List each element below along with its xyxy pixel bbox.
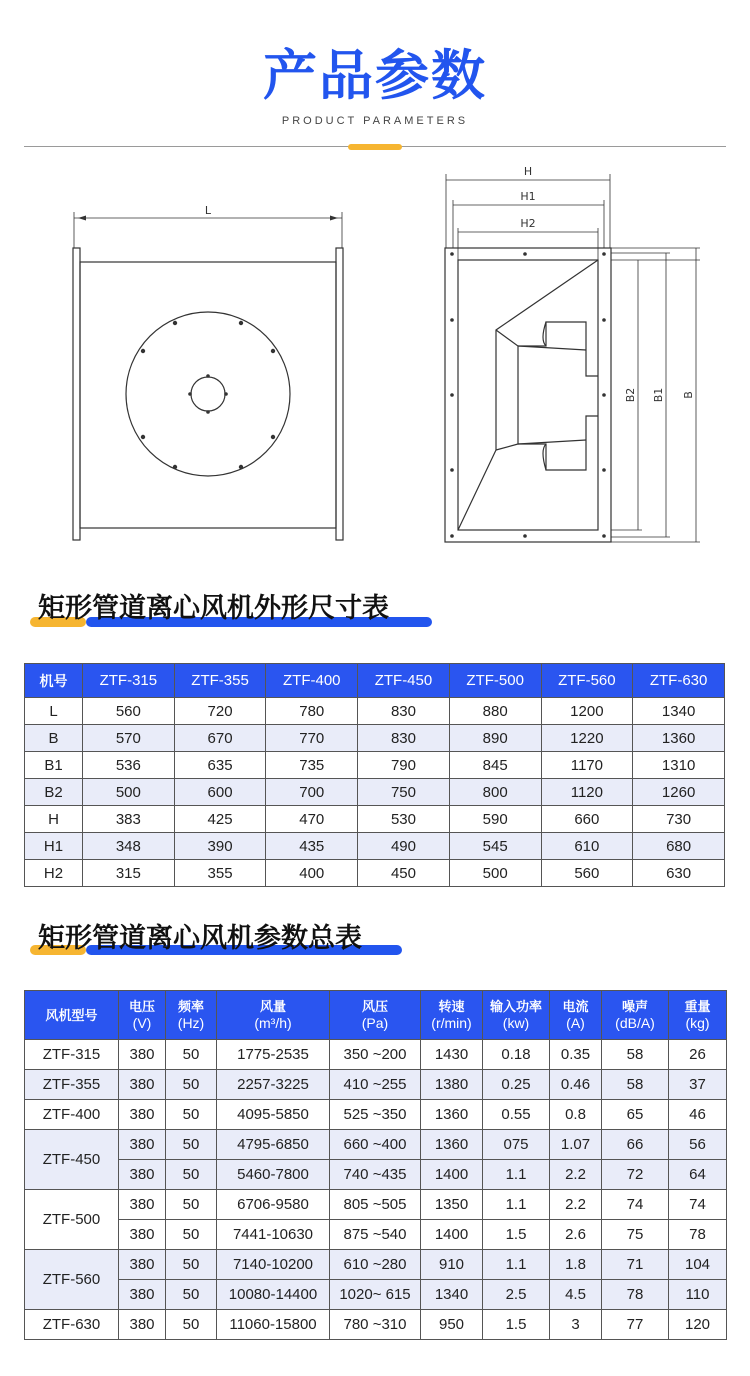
column-header: 风机型号 — [25, 991, 119, 1040]
table-cell: 4095-5850 — [217, 1100, 330, 1130]
table-cell: 730 — [633, 806, 725, 833]
table-cell: 3 — [550, 1310, 602, 1340]
table-cell: 680 — [633, 833, 725, 860]
column-header: 电压 (V) — [119, 991, 166, 1040]
table-cell: 4795-6850 — [217, 1130, 330, 1160]
table-cell: 500 — [449, 860, 541, 887]
table-row — [25, 806, 725, 833]
table-cell: 530 — [358, 806, 450, 833]
table-cell: 0.46 — [550, 1070, 602, 1100]
table-cell: 1340 — [421, 1280, 483, 1310]
table-cell: 490 — [358, 833, 450, 860]
table-cell: 50 — [166, 1220, 217, 1250]
table-cell: 380 — [119, 1130, 166, 1160]
table-cell: 1.1 — [483, 1250, 550, 1280]
table-cell: 630 — [633, 860, 725, 887]
table-cell: 120 — [669, 1310, 727, 1340]
table-cell: 74 — [669, 1190, 727, 1220]
table-cell: 670 — [174, 725, 266, 752]
table-cell: 355 — [174, 860, 266, 887]
table-cell: 50 — [166, 1190, 217, 1220]
table-cell: 1.07 — [550, 1130, 602, 1160]
table-cell: 78 — [669, 1220, 727, 1250]
table-cell: 66 — [602, 1130, 669, 1160]
table-row — [25, 833, 725, 860]
table-cell: 500 — [83, 779, 175, 806]
table-cell: 78 — [602, 1280, 669, 1310]
table-cell: 104 — [669, 1250, 727, 1280]
table-cell: 1400 — [421, 1220, 483, 1250]
table-cell: 1380 — [421, 1070, 483, 1100]
table-cell: 410 ~255 — [330, 1070, 421, 1100]
table-cell: 890 — [449, 725, 541, 752]
table-cell: 46 — [669, 1100, 727, 1130]
column-header: ZTF-500 — [449, 664, 541, 698]
table-cell: 1020~ 615 — [330, 1280, 421, 1310]
table-cell: 1400 — [421, 1160, 483, 1190]
column-header: 频率 (Hz) — [166, 991, 217, 1040]
table-cell: 37 — [669, 1070, 727, 1100]
column-header: 重量 (kg) — [669, 991, 727, 1040]
table-cell: 64 — [669, 1160, 727, 1190]
table-cell: 380 — [119, 1160, 166, 1190]
table-cell: 470 — [266, 806, 358, 833]
column-header: ZTF-355 — [174, 664, 266, 698]
table-cell: 7441-10630 — [217, 1220, 330, 1250]
table-cell: 425 — [174, 806, 266, 833]
table-cell: 1430 — [421, 1040, 483, 1070]
table-cell: 348 — [83, 833, 175, 860]
table-cell: 1120 — [541, 779, 633, 806]
front-view — [73, 212, 343, 540]
table-cell: 77 — [602, 1310, 669, 1340]
column-header: 电流 (A) — [550, 991, 602, 1040]
label-B1: B1 — [652, 387, 665, 403]
table-cell: 610 ~280 — [330, 1250, 421, 1280]
table-cell: 1.5 — [483, 1310, 550, 1340]
parameters-title: 矩形管道离心风机参数总表 — [38, 923, 362, 954]
table-cell: 075 — [483, 1130, 550, 1160]
column-header: ZTF-630 — [633, 664, 725, 698]
table-cell: 780 — [266, 698, 358, 725]
table-cell: 1310 — [633, 752, 725, 779]
parameters-table — [24, 990, 727, 1340]
table-cell: 0.18 — [483, 1040, 550, 1070]
table-cell: 1340 — [633, 698, 725, 725]
column-header: 噪声 (dB/A) — [602, 991, 669, 1040]
table-cell: 610 — [541, 833, 633, 860]
table-cell: 10080-14400 — [217, 1280, 330, 1310]
table-cell: 1.5 — [483, 1220, 550, 1250]
table-cell: 950 — [421, 1310, 483, 1340]
table-cell: 2.5 — [483, 1280, 550, 1310]
table-cell: 560 — [83, 698, 175, 725]
table-cell: 600 — [174, 779, 266, 806]
table-cell: 50 — [166, 1160, 217, 1190]
table-cell: 380 — [119, 1040, 166, 1070]
label-H1: H1 — [520, 190, 536, 203]
table-cell: 350 ~200 — [330, 1040, 421, 1070]
table-cell: 545 — [449, 833, 541, 860]
table-cell: 50 — [166, 1310, 217, 1340]
column-header: 机号 — [25, 664, 83, 698]
parameters-header-row — [25, 991, 727, 1040]
row-label: L — [25, 698, 83, 725]
table-cell: 1220 — [541, 725, 633, 752]
table-cell: 74 — [602, 1190, 669, 1220]
table-cell: 50 — [166, 1100, 217, 1130]
table-cell: 830 — [358, 698, 450, 725]
dimensions-table — [24, 663, 725, 887]
table-row — [25, 1190, 727, 1220]
table-row — [25, 698, 725, 725]
table-cell: 536 — [83, 752, 175, 779]
table-row — [25, 1220, 727, 1250]
table-cell: 0.35 — [550, 1040, 602, 1070]
dimensions-header-row — [25, 664, 725, 698]
table-cell: 390 — [174, 833, 266, 860]
table-cell: 740 ~435 — [330, 1160, 421, 1190]
table-cell: 735 — [266, 752, 358, 779]
table-row — [25, 860, 725, 887]
table-cell: 660 — [541, 806, 633, 833]
table-cell: 1350 — [421, 1190, 483, 1220]
table-cell: 1360 — [633, 725, 725, 752]
row-label: H — [25, 806, 83, 833]
table-cell: 700 — [266, 779, 358, 806]
table-cell: 1.8 — [550, 1250, 602, 1280]
technical-drawing — [24, 150, 726, 570]
table-cell: 805 ~505 — [330, 1190, 421, 1220]
column-header: 风量 (m³/h) — [217, 991, 330, 1040]
table-row — [25, 779, 725, 806]
table-row — [25, 1100, 727, 1130]
table-row — [25, 1040, 727, 1070]
row-label: B1 — [25, 752, 83, 779]
table-row — [25, 1130, 727, 1160]
label-H: H — [523, 165, 533, 178]
table-cell: 770 — [266, 725, 358, 752]
column-header: ZTF-450 — [358, 664, 450, 698]
model-cell: ZTF-630 — [25, 1310, 119, 1340]
label-B: B — [682, 391, 695, 399]
label-H2: H2 — [520, 217, 536, 230]
header — [0, 0, 750, 150]
table-cell: 590 — [449, 806, 541, 833]
table-cell: 110 — [669, 1280, 727, 1310]
table-row — [25, 1310, 727, 1340]
table-cell: 845 — [449, 752, 541, 779]
table-cell: 58 — [602, 1040, 669, 1070]
column-header: 转速 (r/min) — [421, 991, 483, 1040]
column-header: 风压 (Pa) — [330, 991, 421, 1040]
table-cell: 58 — [602, 1070, 669, 1100]
table-cell: 7140-10200 — [217, 1250, 330, 1280]
row-label: B — [25, 725, 83, 752]
table-cell: 26 — [669, 1040, 727, 1070]
table-cell: 2.2 — [550, 1190, 602, 1220]
table-cell: 910 — [421, 1250, 483, 1280]
column-header: ZTF-400 — [266, 664, 358, 698]
table-cell: 0.8 — [550, 1100, 602, 1130]
table-row — [25, 1280, 727, 1310]
model-cell: ZTF-355 — [25, 1070, 119, 1100]
table-cell: 1.1 — [483, 1190, 550, 1220]
column-header: ZTF-315 — [83, 664, 175, 698]
label-B2: B2 — [624, 387, 637, 403]
table-row — [25, 752, 725, 779]
table-row — [25, 1070, 727, 1100]
table-cell: 875 ~540 — [330, 1220, 421, 1250]
table-cell: 71 — [602, 1250, 669, 1280]
page-subtitle: PRODUCT PARAMETERS — [281, 115, 469, 127]
table-cell: 6706-9580 — [217, 1190, 330, 1220]
table-cell: 1360 — [421, 1100, 483, 1130]
side-view — [445, 174, 700, 542]
table-cell: 880 — [449, 698, 541, 725]
row-label: B2 — [25, 779, 83, 806]
table-cell: 4.5 — [550, 1280, 602, 1310]
label-L: L — [204, 204, 212, 217]
table-cell: 75 — [602, 1220, 669, 1250]
table-cell: 11060-15800 — [217, 1310, 330, 1340]
table-cell: 720 — [174, 698, 266, 725]
table-cell: 380 — [119, 1220, 166, 1250]
table-cell: 1775-2535 — [217, 1040, 330, 1070]
table-cell: 0.25 — [483, 1070, 550, 1100]
table-row — [25, 1160, 727, 1190]
table-cell: 525 ~350 — [330, 1100, 421, 1130]
table-cell: 380 — [119, 1250, 166, 1280]
table-cell: 2.2 — [550, 1160, 602, 1190]
table-cell: 0.55 — [483, 1100, 550, 1130]
model-cell: ZTF-500 — [25, 1190, 119, 1250]
model-cell: ZTF-400 — [25, 1100, 119, 1130]
table-cell: 1260 — [633, 779, 725, 806]
page-title: 产品参数 — [263, 44, 487, 107]
table-cell: 830 — [358, 725, 450, 752]
table-row — [25, 725, 725, 752]
table-cell: 800 — [449, 779, 541, 806]
table-cell: 635 — [174, 752, 266, 779]
model-cell: ZTF-450 — [25, 1130, 119, 1190]
table-cell: 780 ~310 — [330, 1310, 421, 1340]
table-cell: 400 — [266, 860, 358, 887]
table-cell: 380 — [119, 1310, 166, 1340]
table-cell: 50 — [166, 1040, 217, 1070]
table-cell: 570 — [83, 725, 175, 752]
table-cell: 380 — [119, 1190, 166, 1220]
table-cell: 380 — [119, 1280, 166, 1310]
table-cell: 435 — [266, 833, 358, 860]
table-cell: 56 — [669, 1130, 727, 1160]
table-cell: 2257-3225 — [217, 1070, 330, 1100]
table-cell: 2.6 — [550, 1220, 602, 1250]
table-cell: 790 — [358, 752, 450, 779]
column-header: ZTF-560 — [541, 664, 633, 698]
table-cell: 72 — [602, 1160, 669, 1190]
table-cell: 1200 — [541, 698, 633, 725]
table-cell: 50 — [166, 1070, 217, 1100]
model-cell: ZTF-560 — [25, 1250, 119, 1310]
dimensions-title: 矩形管道离心风机外形尺寸表 — [38, 593, 389, 624]
table-cell: 660 ~400 — [330, 1130, 421, 1160]
table-cell: 50 — [166, 1280, 217, 1310]
table-cell: 50 — [166, 1250, 217, 1280]
row-label: H1 — [25, 833, 83, 860]
column-header: 输入功率 (kw) — [483, 991, 550, 1040]
model-cell: ZTF-315 — [25, 1040, 119, 1070]
table-cell: 380 — [119, 1100, 166, 1130]
table-cell: 1170 — [541, 752, 633, 779]
table-cell: 1.1 — [483, 1160, 550, 1190]
table-cell: 450 — [358, 860, 450, 887]
table-cell: 380 — [119, 1070, 166, 1100]
table-cell: 383 — [83, 806, 175, 833]
table-cell: 50 — [166, 1130, 217, 1160]
table-cell: 750 — [358, 779, 450, 806]
table-row — [25, 1250, 727, 1280]
row-label: H2 — [25, 860, 83, 887]
table-cell: 65 — [602, 1100, 669, 1130]
table-cell: 5460-7800 — [217, 1160, 330, 1190]
table-cell: 1360 — [421, 1130, 483, 1160]
table-cell: 315 — [83, 860, 175, 887]
table-cell: 560 — [541, 860, 633, 887]
